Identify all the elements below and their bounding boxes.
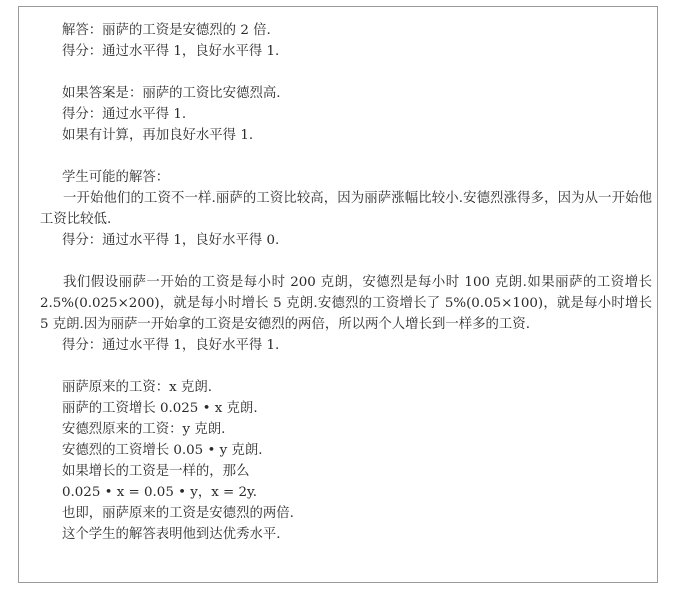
spacer [40,146,652,167]
answer-block-1 [40,20,652,62]
score-line: 得分：通过水平得 1，良好水平得 1. [62,44,280,59]
answer-block-2 [40,83,652,146]
document-body [40,20,652,545]
spacer [40,62,652,83]
student-answer-paragraph: 一开始他们的工资不一样.丽萨的工资比较高，因为丽萨涨幅比较小.安德烈涨得多，因为从一开始他工资比较低. [40,191,652,227]
solution-line: 丽萨原来的工资：x 克朗. [62,380,212,395]
answer-line: 解答：丽萨的工资是安德烈的 2 倍. [62,23,271,38]
score-line: 得分：通过水平得 1，良好水平得 1. [62,338,280,353]
solution-line: 如果增长的工资是一样的，那么 [62,464,250,479]
solution-line: 也即，丽萨原来的工资是安德烈的两倍. [62,506,294,521]
spacer [40,356,652,377]
section-heading: 学生可能的解答： [62,170,170,185]
solution-line: 安德烈的工资增长 0.05 • y 克朗. [62,443,263,458]
spacer [40,251,652,272]
algebraic-solution-block [40,377,652,545]
conclusion-line: 这个学生的解答表明他到达优秀水平. [62,527,281,542]
equation-line: 0.025 • x = 0.05 • y，x = 2y. [62,485,258,500]
student-answer-paragraph: 我们假设丽萨一开始的工资是每小时 200 克朗，安德烈是每小时 100 克朗.如果丽萨的工资增长 2.5%(0.025×200)，就是每小时增长 5 克朗.安德烈的工资增长了 5%(0.05×100)，就是每小时增长 5 克朗.因为丽萨一开始拿的工资是安德烈的两倍，所以两个人增长到一样多的工资. [40,275,652,332]
score-line: 得分：通过水平得 1，良好水平得 0. [62,233,280,248]
extra-score-line: 如果有计算，再加良好水平得 1. [62,128,254,143]
solution-line: 丽萨的工资增长 0.025 • x 克朗. [62,401,258,416]
solution-line: 安德烈原来的工资：y 克朗. [62,422,226,437]
answer-line: 如果答案是：丽萨的工资比安德烈高. [62,86,281,101]
score-line: 得分：通过水平得 1. [62,107,187,122]
student-answer-block-2 [40,272,652,356]
student-answer-block [40,167,652,251]
